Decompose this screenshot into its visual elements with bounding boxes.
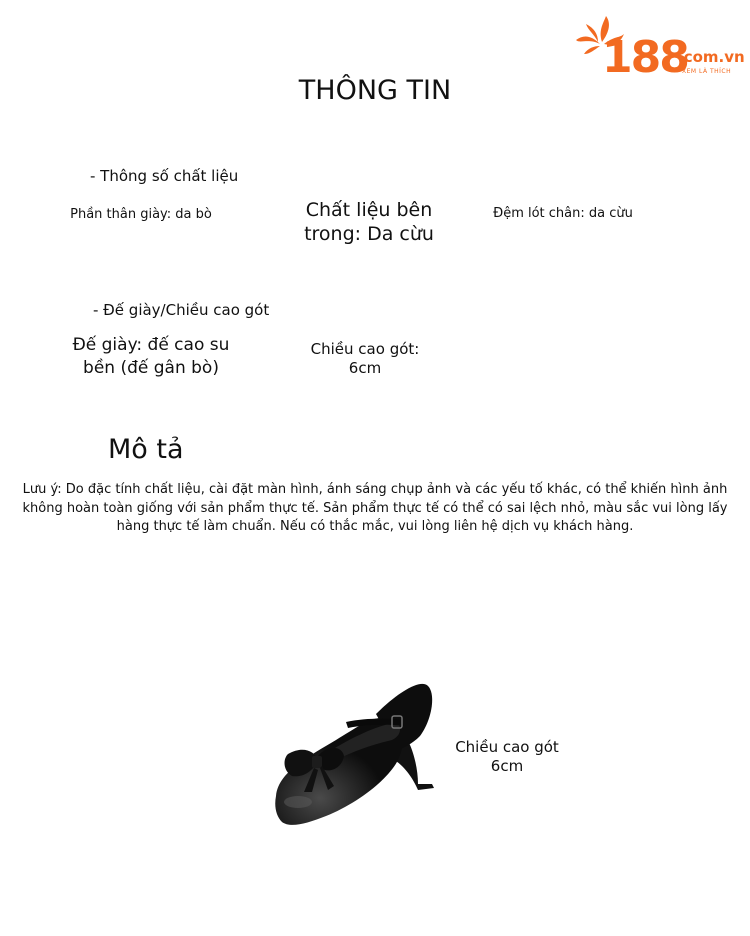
logo-number: 188 <box>602 32 688 83</box>
description-heading: Mô tả <box>108 434 184 465</box>
sole-heading: - Đế giày/Chiều cao gót <box>93 301 270 319</box>
product-image <box>206 664 446 864</box>
heel-height-spec: Chiều cao gót: 6cm <box>310 340 420 377</box>
logo-tagline: XEM LÀ THÍCH <box>682 68 732 75</box>
sole-spec: Đế giày: đế cao su bền (đế gân bò) <box>72 335 230 378</box>
description-note: Lưu ý: Do đặc tính chất liệu, cài đặt màn hình, ánh sáng chụp ảnh và các yếu tố khác, có thể khiến hình ảnh không hoàn toàn giống với sản phẩm thực tế. Sản phẩm thực tế có thể có sai lệch nhỏ, màu sắc vui lòng lấy hàng thực tế làm chuẩn. Nếu có thắc mắc, vui lòng liên hệ dịch vụ khách hàng. <box>22 482 728 534</box>
shoe-illustration <box>206 664 446 864</box>
logo-domain: .com.vn <box>678 48 745 66</box>
upper-material: Phần thân giày: da bò <box>70 207 212 222</box>
brand-logo <box>574 14 745 83</box>
insole-material: Đệm lót chân: da cừu <box>493 206 633 221</box>
lining-material: Chất liệu bên trong: Da cừu <box>304 199 434 245</box>
material-heading: - Thông số chất liệu <box>90 167 239 185</box>
page-title: THÔNG TIN <box>298 75 452 106</box>
shoe-caption: Chiều cao gót 6cm <box>455 738 559 775</box>
